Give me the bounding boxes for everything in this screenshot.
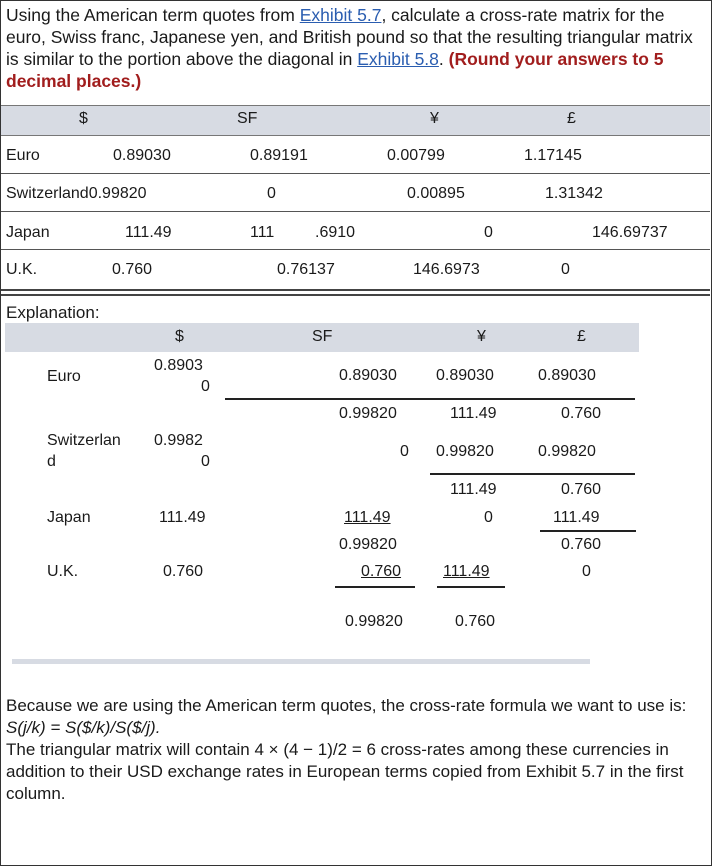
exp-value: 111.49 <box>443 563 490 580</box>
question-text <box>6 4 706 92</box>
exp-label-japan: Japan <box>47 509 91 526</box>
fraction-bar <box>437 586 505 588</box>
answer-cell[interactable]: .6910 <box>315 224 356 241</box>
answer-cell[interactable]: 111.49 <box>125 224 172 241</box>
answer-cell[interactable]: 146.69737 <box>592 224 668 241</box>
exp-value: 111.49 <box>159 509 206 526</box>
header-yen: ¥ <box>430 110 439 127</box>
exp-value: 0.89030 <box>538 367 596 384</box>
header-usd: $ <box>79 110 88 127</box>
header-gbp: £ <box>567 110 576 127</box>
exp-header-yen: ¥ <box>477 328 486 345</box>
exp-value: 111.49 <box>344 509 391 526</box>
exp-header-sf: SF <box>312 328 333 345</box>
rounding-instruction: (Round your answers to 5 decimal places.) <box>6 49 664 91</box>
fraction-bar <box>540 530 636 532</box>
exp-value: 0.8903 <box>154 357 203 374</box>
fraction-bar <box>335 586 415 588</box>
exp-value: 111.49 <box>450 481 497 498</box>
exp-value: 0.9982 <box>154 432 203 449</box>
explanation-line: The triangular matrix will contain 4 × (4 − 1)/2 = 6 cross-rates among these currencies in addition to their USD exchange rates in European terms copied from Exhibit 5.7 in the first column. <box>6 740 684 803</box>
row-label-japan: Japan <box>6 224 50 241</box>
answer-cell[interactable]: 0.76137 <box>277 261 335 278</box>
answer-cell[interactable]: 0.00799 <box>387 147 445 164</box>
exp-value: 0.760 <box>455 613 496 630</box>
explanation-line: Because we are using the American term quotes, the cross-rate formula we want to use is: <box>6 696 687 715</box>
table-row <box>1 134 710 174</box>
exp-value: 111.49 <box>450 405 497 422</box>
question-part: Using the American term quotes from <box>6 5 300 25</box>
exhibit-5-8-link[interactable]: Exhibit 5.8 <box>357 49 439 69</box>
answer-cell[interactable]: 146.6973 <box>413 261 480 278</box>
exp-label-uk: U.K. <box>47 563 79 580</box>
exp-header-usd: $ <box>175 328 184 345</box>
exhibit-5-7-link[interactable]: Exhibit 5.7 <box>299 5 382 25</box>
answer-cell[interactable]: 1.17145 <box>524 147 582 164</box>
exp-value: 111.49 <box>553 509 600 526</box>
answer-cell[interactable]: 0.00895 <box>407 185 465 202</box>
exp-label-switzerland: Switzerlan <box>47 432 121 449</box>
question-part: , calculate a cross-rate matrix for the euro, Swiss franc, Japanese yen, and British pound so that the resulting triangular matrix is similar to the portion above the diagonal in <box>6 5 693 69</box>
exp-value: 0 <box>484 509 493 526</box>
exp-value: 0.760 <box>561 536 602 553</box>
horizontal-scrollbar[interactable] <box>12 659 590 664</box>
header-sf: SF <box>237 110 258 127</box>
exp-value: 0.760 <box>561 481 602 498</box>
answer-table-header <box>1 105 710 136</box>
exp-value: 0.760 <box>163 563 204 580</box>
fraction-bar <box>225 398 635 400</box>
cross-rate-formula: S(j/k) = S($/k)/S($/j). <box>6 718 161 737</box>
explanation-title: Explanation: <box>6 303 100 322</box>
exp-label-switzerland-cont: d <box>47 453 56 470</box>
table-row <box>1 249 710 291</box>
exp-value: 0.99820 <box>339 405 397 422</box>
row-label-euro: Euro <box>6 147 40 164</box>
exp-value: 0.89030 <box>436 367 494 384</box>
exp-value: 0.89030 <box>339 367 397 384</box>
exp-value: 0.99820 <box>345 613 403 630</box>
exp-value: 0.760 <box>361 563 402 580</box>
answer-cell[interactable]: 111 <box>250 224 275 241</box>
answer-cell[interactable]: 0.89191 <box>250 147 308 164</box>
exp-value: 0.99820 <box>436 443 494 460</box>
answer-cell[interactable]: 0.89030 <box>113 147 171 164</box>
exp-value: 0 <box>201 378 210 395</box>
exp-value: 0 <box>582 563 591 580</box>
exp-value: 0 <box>201 453 210 470</box>
answer-cell[interactable]: 0 <box>561 261 570 278</box>
question-part: . <box>438 49 449 69</box>
exp-value: 0.99820 <box>538 443 596 460</box>
row-label-switzerland: Switzerland0.99820 <box>6 185 147 202</box>
exp-value: 0.99820 <box>339 536 397 553</box>
explanation-text <box>6 695 708 805</box>
answer-cell[interactable]: 0 <box>484 224 493 241</box>
answer-cell[interactable]: 0.760 <box>112 261 153 278</box>
exp-header-gbp: £ <box>577 328 586 345</box>
row-label-uk: U.K. <box>6 261 38 278</box>
exp-label-euro: Euro <box>47 368 81 385</box>
answer-cell[interactable]: 0 <box>267 185 276 202</box>
fraction-bar <box>430 473 635 475</box>
exp-value: 0 <box>400 443 409 460</box>
answer-cell[interactable]: 1.31342 <box>545 185 603 202</box>
exp-value: 0.760 <box>561 405 602 422</box>
